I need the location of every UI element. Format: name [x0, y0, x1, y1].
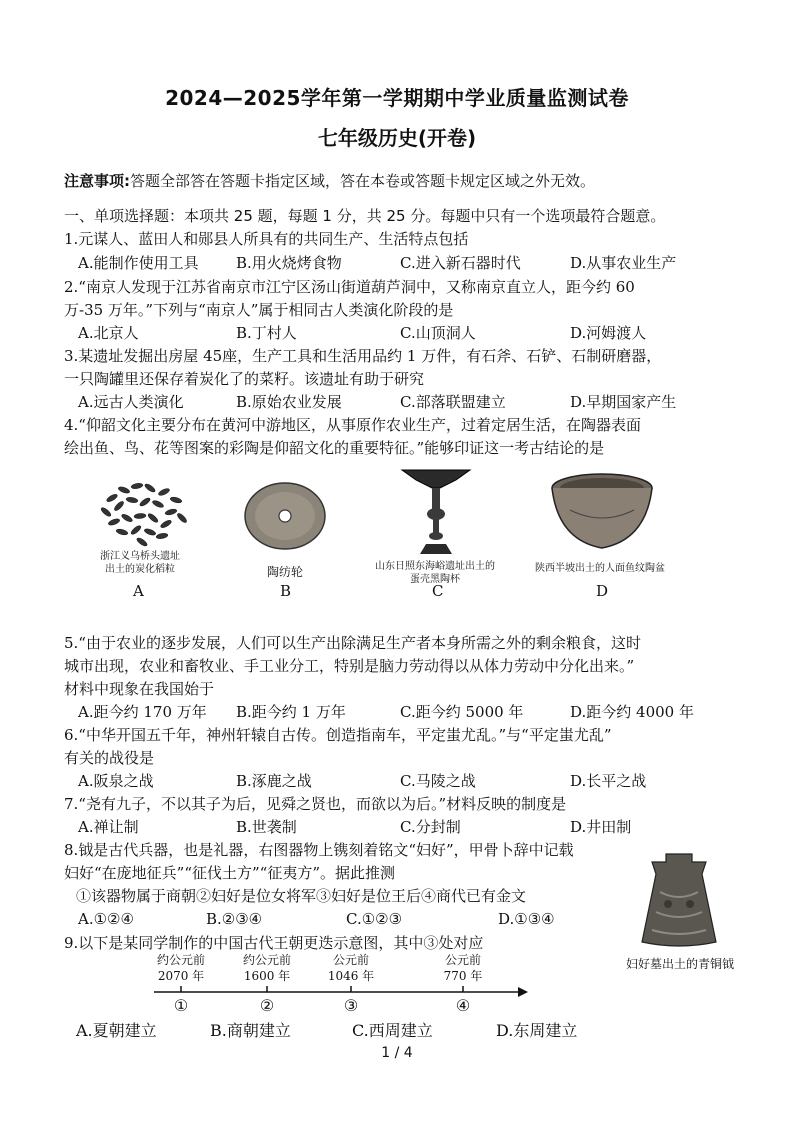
bronze-axe-image: [636, 852, 722, 952]
q2-line2: 万-35 万年。”下列与“南京人”属于相同古人类演化阶段的是: [64, 301, 454, 319]
q5-option-d: D.距今约 4000 年: [570, 703, 694, 721]
timeline-label-4-bottom: 770 年: [443, 969, 483, 983]
q9-options: [76, 1020, 726, 1042]
timeline-label-2-bottom: 1600 年: [243, 969, 291, 983]
q1-option-d: D.从事农业生产: [570, 254, 677, 272]
q4-line1: 4.“仰韶文化主要分布在黄河中游地区，从事原作农业生产，过着定居生活，在陶器表面: [64, 416, 641, 434]
q6-line1: 6.“中华开国五千年，神州轩辕自古传。创造指南车，平定蚩尤乱。”与“平定蚩尤乱”: [64, 726, 612, 744]
q5-options: [78, 701, 728, 723]
q6-option-c: C.马陵之战: [400, 772, 476, 790]
q3-option-c: C.部落联盟建立: [400, 393, 506, 411]
notice-text: 答题全部答在答题卡指定区域，答在本卷或答题卡规定区域之外无效。: [130, 172, 596, 190]
black-pottery-cup-image: [398, 466, 474, 558]
q5-option-b: B.距今约 1 万年: [236, 703, 346, 721]
q8-figure-caption: 妇好墓出土的青铜钺: [625, 957, 734, 971]
q1-option-b: B.用火烧烤食物: [236, 254, 342, 272]
timeline-label-2-top: 约公元前: [242, 953, 291, 967]
timeline-mark-3: ③: [343, 996, 359, 1015]
painted-basin-image: [550, 470, 654, 552]
notice-label: 注意事项:: [64, 172, 130, 190]
q7-option-d: D.井田制: [570, 818, 632, 836]
q1-options: [78, 252, 728, 274]
q3-options: [78, 391, 728, 413]
timeline-mark-2: ②: [259, 996, 275, 1015]
page-number: 1 / 4: [381, 1045, 413, 1061]
q9-option-d: D.东周建立: [496, 1021, 578, 1040]
section-heading: 一、单项选择题：本项共 25 题，每题 1 分，共 25 分。每题中只有一个选项最符合题意。: [64, 207, 666, 225]
q2-option-d: D.河姆渡人: [570, 324, 647, 342]
timeline-label-4-top: 公元前: [444, 953, 481, 967]
q2-option-b: B.丁村人: [236, 324, 297, 342]
timeline-mark-4: ④: [455, 996, 471, 1015]
timeline-label-1: [146, 952, 216, 984]
q9-line1: 9.以下是某同学制作的中国古代王朝更迭示意图，其中③处对应: [64, 934, 484, 952]
q8-option-c: C.①②③: [346, 910, 403, 928]
q3-option-d: D.早期国家产生: [570, 393, 677, 411]
q9-option-b: B.商朝建立: [210, 1021, 291, 1040]
q7-option-c: C.分封制: [400, 818, 461, 836]
q4-line2: 绘出鱼、鸟、花等图案的彩陶是仰韶文化的重要特征。”能够印证这一考古结论的是: [64, 439, 605, 457]
exam-title: 2024—2025学年第一学期期中学业质量监测试卷: [165, 86, 629, 110]
q6-options: [78, 770, 728, 792]
q5-line3: 材料中现象在我国始于: [64, 680, 215, 698]
q4-figC-letter: C: [432, 582, 444, 600]
q5-line1: 5.“由于农业的逐步发展，人们可以生产出除满足生产者本身所需之外的剩余粮食，这时: [64, 634, 641, 652]
timeline-label-1-bottom: 2070 年: [157, 969, 205, 983]
q6-option-a: A.阪泉之战: [78, 772, 154, 790]
q8-option-d: D.①③④: [498, 910, 555, 928]
q1-option-c: C.进入新石器时代: [400, 254, 521, 272]
q8-option-a: A.①②④: [78, 910, 134, 928]
q8-line2: 妇好“在庞地征兵”“征伐土方”“征夷方”。据此推测: [64, 864, 396, 882]
q4-figA-caption: 浙江义乌桥头遗址 出土的炭化稻粒: [100, 551, 180, 575]
notice: [64, 170, 595, 192]
q3-line2: 一只陶罐里还保存着炭化了的菜籽。该遗址有助于研究: [64, 370, 425, 388]
q8-line3: ①该器物属于商朝②妇好是位女将军③妇好是位王后④商代已有金文: [76, 887, 527, 905]
timeline-label-4: [428, 952, 498, 984]
q3-option-a: A.远古人类演化: [78, 393, 184, 411]
q2-option-a: A.北京人: [78, 324, 139, 342]
q7-line1: 7.“尧有九子，不以其子为后，见舜之贤也，而欲以为后。”材料反映的制度是: [64, 795, 567, 813]
timeline-label-2: [232, 952, 302, 984]
q4-figA-letter: A: [133, 582, 144, 600]
q2-options: [78, 322, 728, 344]
q8-line1: 8.钺是古代兵器，也是礼器，右图器物上镌刻着铭文“妇好”，甲骨卜辞中记载: [64, 841, 574, 859]
exam-subtitle: 七年级历史(开卷): [317, 126, 477, 150]
q9-option-c: C.西周建立: [352, 1021, 433, 1040]
q2-option-c: C.山顶洞人: [400, 324, 476, 342]
q2-line1: 2.“南京人发现于江苏省南京市江宁区汤山街道葫芦洞中，又称南京直立人，距今约 60: [64, 278, 635, 296]
spindle-whorl-image: [242, 480, 328, 552]
q3-option-b: B.原始农业发展: [236, 393, 342, 411]
q7-option-b: B.世袭制: [236, 818, 297, 836]
q4-figC-caption: 山东日照东海峪遗址出土的 蛋壳黑陶杯: [375, 561, 495, 585]
q9-option-a: A.夏朝建立: [76, 1021, 157, 1040]
timeline-label-3: [316, 952, 386, 984]
rice-grains-image: [92, 468, 192, 548]
q6-option-b: B.涿鹿之战: [236, 772, 312, 790]
q4-figB-caption: 陶纺轮: [266, 565, 303, 579]
q4-figB-letter: B: [280, 582, 292, 600]
timeline-label-3-top: 公元前: [332, 953, 369, 967]
q4-figD-letter: D: [596, 582, 609, 600]
q7-options: [78, 816, 728, 838]
q4-figD-caption: 陕西半坡出土的人面鱼纹陶盆: [535, 563, 665, 574]
q5-option-a: A.距今约 170 万年: [78, 703, 207, 721]
q1-stem: 1.元谋人、蓝田人和郧县人所具有的共同生产、生活特点包括: [64, 230, 469, 248]
q6-option-d: D.长平之战: [570, 772, 647, 790]
timeline-mark-1: ①: [173, 996, 189, 1015]
q7-option-a: A.禅让制: [78, 818, 139, 836]
q1-option-a: A.能制作使用工具: [78, 254, 199, 272]
timeline-label-3-bottom: 1046 年: [327, 969, 375, 983]
timeline-label-1-top: 约公元前: [156, 953, 205, 967]
q8-options: [78, 908, 618, 930]
q6-line2: 有关的战役是: [64, 749, 155, 767]
q8-option-b: B.②③④: [206, 910, 263, 928]
q5-option-c: C.距今约 5000 年: [400, 703, 524, 721]
q3-line1: 3.某遗址发掘出房屋 45座，生产工具和生活用品约 1 万件，有石斧、石铲、石制研磨器，: [64, 347, 662, 365]
q5-line2: 城市出现，农业和畜牧业、手工业分工，特别是脑力劳动得以从体力劳动中分化出来。”: [64, 657, 635, 675]
